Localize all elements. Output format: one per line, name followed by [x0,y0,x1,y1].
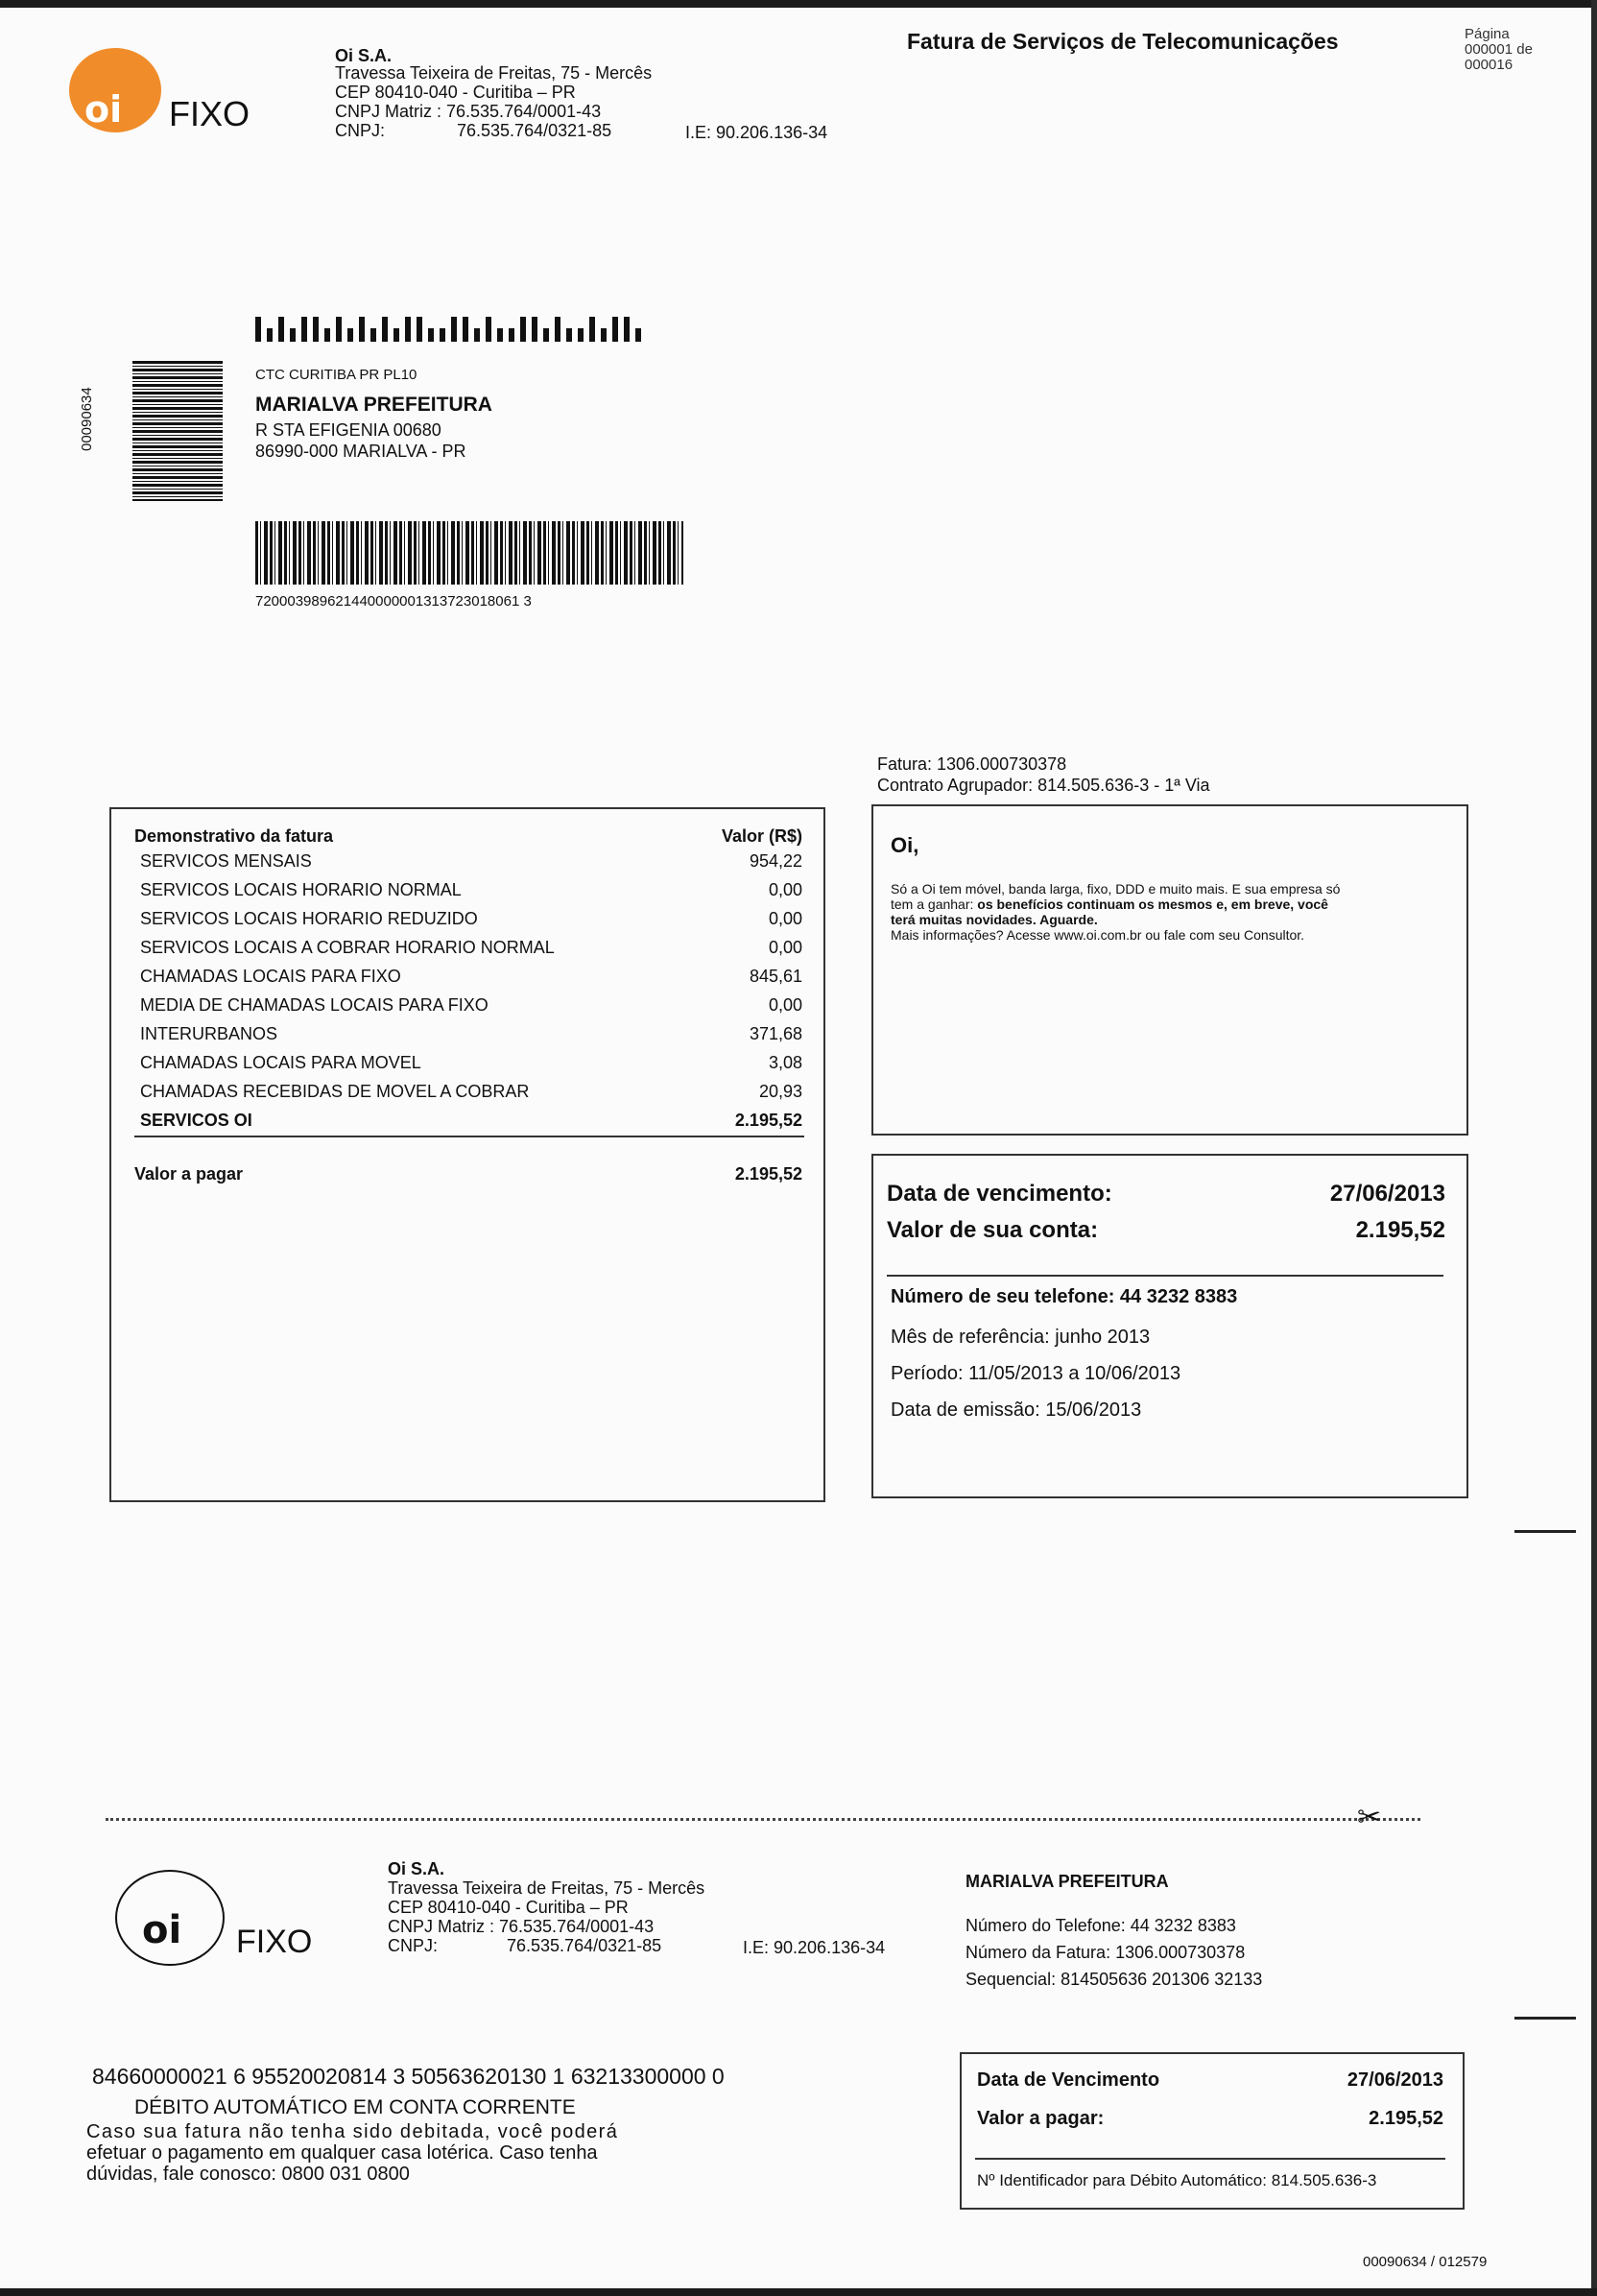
item-label: SERVICOS LOCAIS A COBRAR HORARIO NORMAL [140,938,555,957]
due-date-label: Data de vencimento: [887,1181,1112,1207]
logo-oi-text: oi [84,88,123,131]
stub-sequence: Sequencial: 814505636 201306 32133 [965,1970,1263,1989]
page-bottom-border [0,2288,1597,2296]
stub-invoice: Número da Fatura: 1306.000730378 [965,1943,1246,1962]
issuer-cep: CEP 80410-040 - Curitiba – PR [388,1898,629,1917]
item-value: 0,00 [768,938,802,957]
issuer-cep: CEP 80410-040 - Curitiba – PR [335,83,576,102]
item-value: 0,00 [768,995,802,1015]
message-line-2a: tem a ganhar: [891,897,978,912]
total-value: 2.195,52 [734,1164,802,1184]
item-label: CHAMADAS LOCAIS PARA MOVEL [140,1053,421,1072]
document-title: Fatura de Serviços de Telecomunicações [907,29,1339,54]
message-line-4: Mais informações? Acesse www.oi.com.br ou fale com seu Consultor. [891,927,1305,943]
logo-oi-text: oi [142,1908,182,1952]
stub-payment-box [960,2052,1465,2210]
debit-text-2: efetuar o pagamento em qualquer casa lotérica. Caso tenha [86,2142,598,2164]
phone-number: Número de seu telefone: 44 3232 8383 [891,1286,1238,1307]
fatura-number: Fatura: 1306.000730378 [877,754,1067,774]
barcode-number: 720003989621440000001313723018061 3 [255,593,532,610]
summary-box [871,1154,1468,1498]
debit-text-1: Caso sua fatura não tenha sido debitada, você poderá [86,2121,619,2142]
stub-pay-label: Valor a pagar: [977,2108,1105,2129]
debit-info [86,2121,618,2185]
issuer-cnpj-matriz: CNPJ Matriz : 76.535.764/0001-43 [388,1917,655,1936]
item-label: SERVICOS MENSAIS [140,851,312,871]
statement-title: Demonstrativo da fatura [134,826,334,846]
value-header: Valor (R$) [721,826,802,846]
oi-logo [60,46,251,142]
item-label: CHAMADAS RECEBIDAS DE MOVEL A COBRAR [140,1082,530,1101]
addressee-city: 86990-000 MARIALVA - PR [255,442,466,461]
stub-pay-value: 2.195,52 [1369,2108,1443,2129]
digitable-line: 84660000021 6 95520020814 3 50563620130 1 63213300000 0 [92,2064,725,2089]
issuer-cnpj-matriz: CNPJ Matriz : 76.535.764/0001-43 [335,102,602,121]
item-label: CHAMADAS LOCAIS PARA FIXO [140,967,401,986]
stub-due-value: 27/06/2013 [1347,2069,1443,2091]
tear-line [106,1818,1420,1821]
amount-label: Valor de sua conta: [887,1217,1099,1243]
fold-mark [1514,1530,1576,1533]
item-label: SERVICOS LOCAIS HORARIO REDUZIDO [140,909,478,928]
subtotal-divider [134,1136,804,1137]
stub-logo [107,1862,319,1968]
issuer-ie: I.E: 90.206.136-34 [743,1938,886,1957]
issuer-ie: I.E: 90.206.136-34 [685,123,828,142]
item-value: 845,61 [749,967,802,986]
page-right-border [1591,0,1597,2296]
subtotal-value: 2.195,52 [734,1111,802,1130]
amount-value: 2.195,52 [1355,1217,1445,1243]
debit-title: DÉBITO AUTOMÁTICO EM CONTA CORRENTE [134,2096,576,2118]
page-number: 000001 de [1465,41,1533,58]
issuer-cnpj-label: CNPJ: [388,1936,439,1955]
issuer-name: Oi S.A. [335,46,393,65]
page-top-border [0,0,1597,8]
logo-product: FIXO [169,94,250,133]
item-value: 954,22 [749,851,802,871]
postnet-barcode [255,317,678,351]
footer-code: 00090634 / 012579 [1363,2254,1488,2270]
addressee-street: R STA EFIGENIA 00680 [255,420,441,440]
customer-name: MARIALVA PREFEITURA [965,1872,1169,1891]
logo-product: FIXO [236,1924,313,1960]
page-counter [1465,27,1533,73]
routing-code: CTC CURITIBA PR PL10 [255,367,417,383]
stub-divider [975,2158,1445,2160]
total-label: Valor a pagar [134,1164,244,1184]
item-value: 3,08 [768,1053,802,1072]
reference-month: Mês de referência: junho 2013 [891,1327,1151,1348]
issuer-cnpj-value: 76.535.764/0321-85 [507,1936,662,1955]
vertical-barcode [132,361,223,501]
stub-phone: Número do Telefone: 44 3232 8383 [965,1916,1236,1935]
issuer-address: Travessa Teixeira de Freitas, 75 - Mercês [388,1878,705,1898]
summary-divider [887,1275,1443,1277]
scissors-icon: ✂ [1357,1802,1382,1833]
item-value: 20,93 [758,1082,802,1101]
page-label: Página [1465,26,1510,42]
debit-text-3: dúvidas, fale conosco: 0800 031 0800 [86,2164,410,2185]
stub-due-label: Data de Vencimento [977,2069,1160,2091]
issuer-name: Oi S.A. [388,1859,445,1878]
item-value: 0,00 [768,909,802,928]
debit-identifier: Nº Identificador para Débito Automático: 814.505.636-3 [977,2171,1377,2189]
fold-mark [1514,2017,1576,2020]
due-date-value: 27/06/2013 [1329,1181,1445,1207]
main-barcode [255,521,683,585]
item-value: 0,00 [768,880,802,899]
addressee-name: MARIALVA PREFEITURA [255,394,492,416]
message-greeting: Oi, [891,833,919,857]
statement-box [109,807,825,1502]
message-line-2 [891,897,1457,912]
contrato-agrupador: Contrato Agrupador: 814.505.636-3 - 1ª Via [877,776,1210,795]
issuer-cnpj-label: CNPJ: [335,121,386,140]
item-label: MEDIA DE CHAMADAS LOCAIS PARA FIXO [140,995,489,1015]
issue-date: Data de emissão: 15/06/2013 [891,1399,1142,1421]
item-label: INTERURBANOS [140,1024,278,1043]
billing-period: Período: 11/05/2013 a 10/06/2013 [891,1363,1181,1384]
message-line-3: terá muitas novidades. Aguarde. [891,912,1098,927]
side-code: 00090634 [79,387,95,451]
item-label: SERVICOS LOCAIS HORARIO NORMAL [140,880,462,899]
message-line-1: Só a Oi tem móvel, banda larga, fixo, DDD e muito mais. E sua empresa só [891,881,1341,897]
issuer-cnpj-value: 76.535.764/0321-85 [457,121,612,140]
item-value: 371,68 [749,1024,802,1043]
page-total: 000016 [1465,57,1514,73]
message-line-2b: os benefícios continuam os mesmos e, em breve, você [977,897,1328,912]
message-text [891,881,1457,943]
issuer-address: Travessa Teixeira de Freitas, 75 - Mercês [335,63,653,83]
message-box [871,804,1468,1136]
subtotal-label: SERVICOS OI [140,1111,252,1130]
